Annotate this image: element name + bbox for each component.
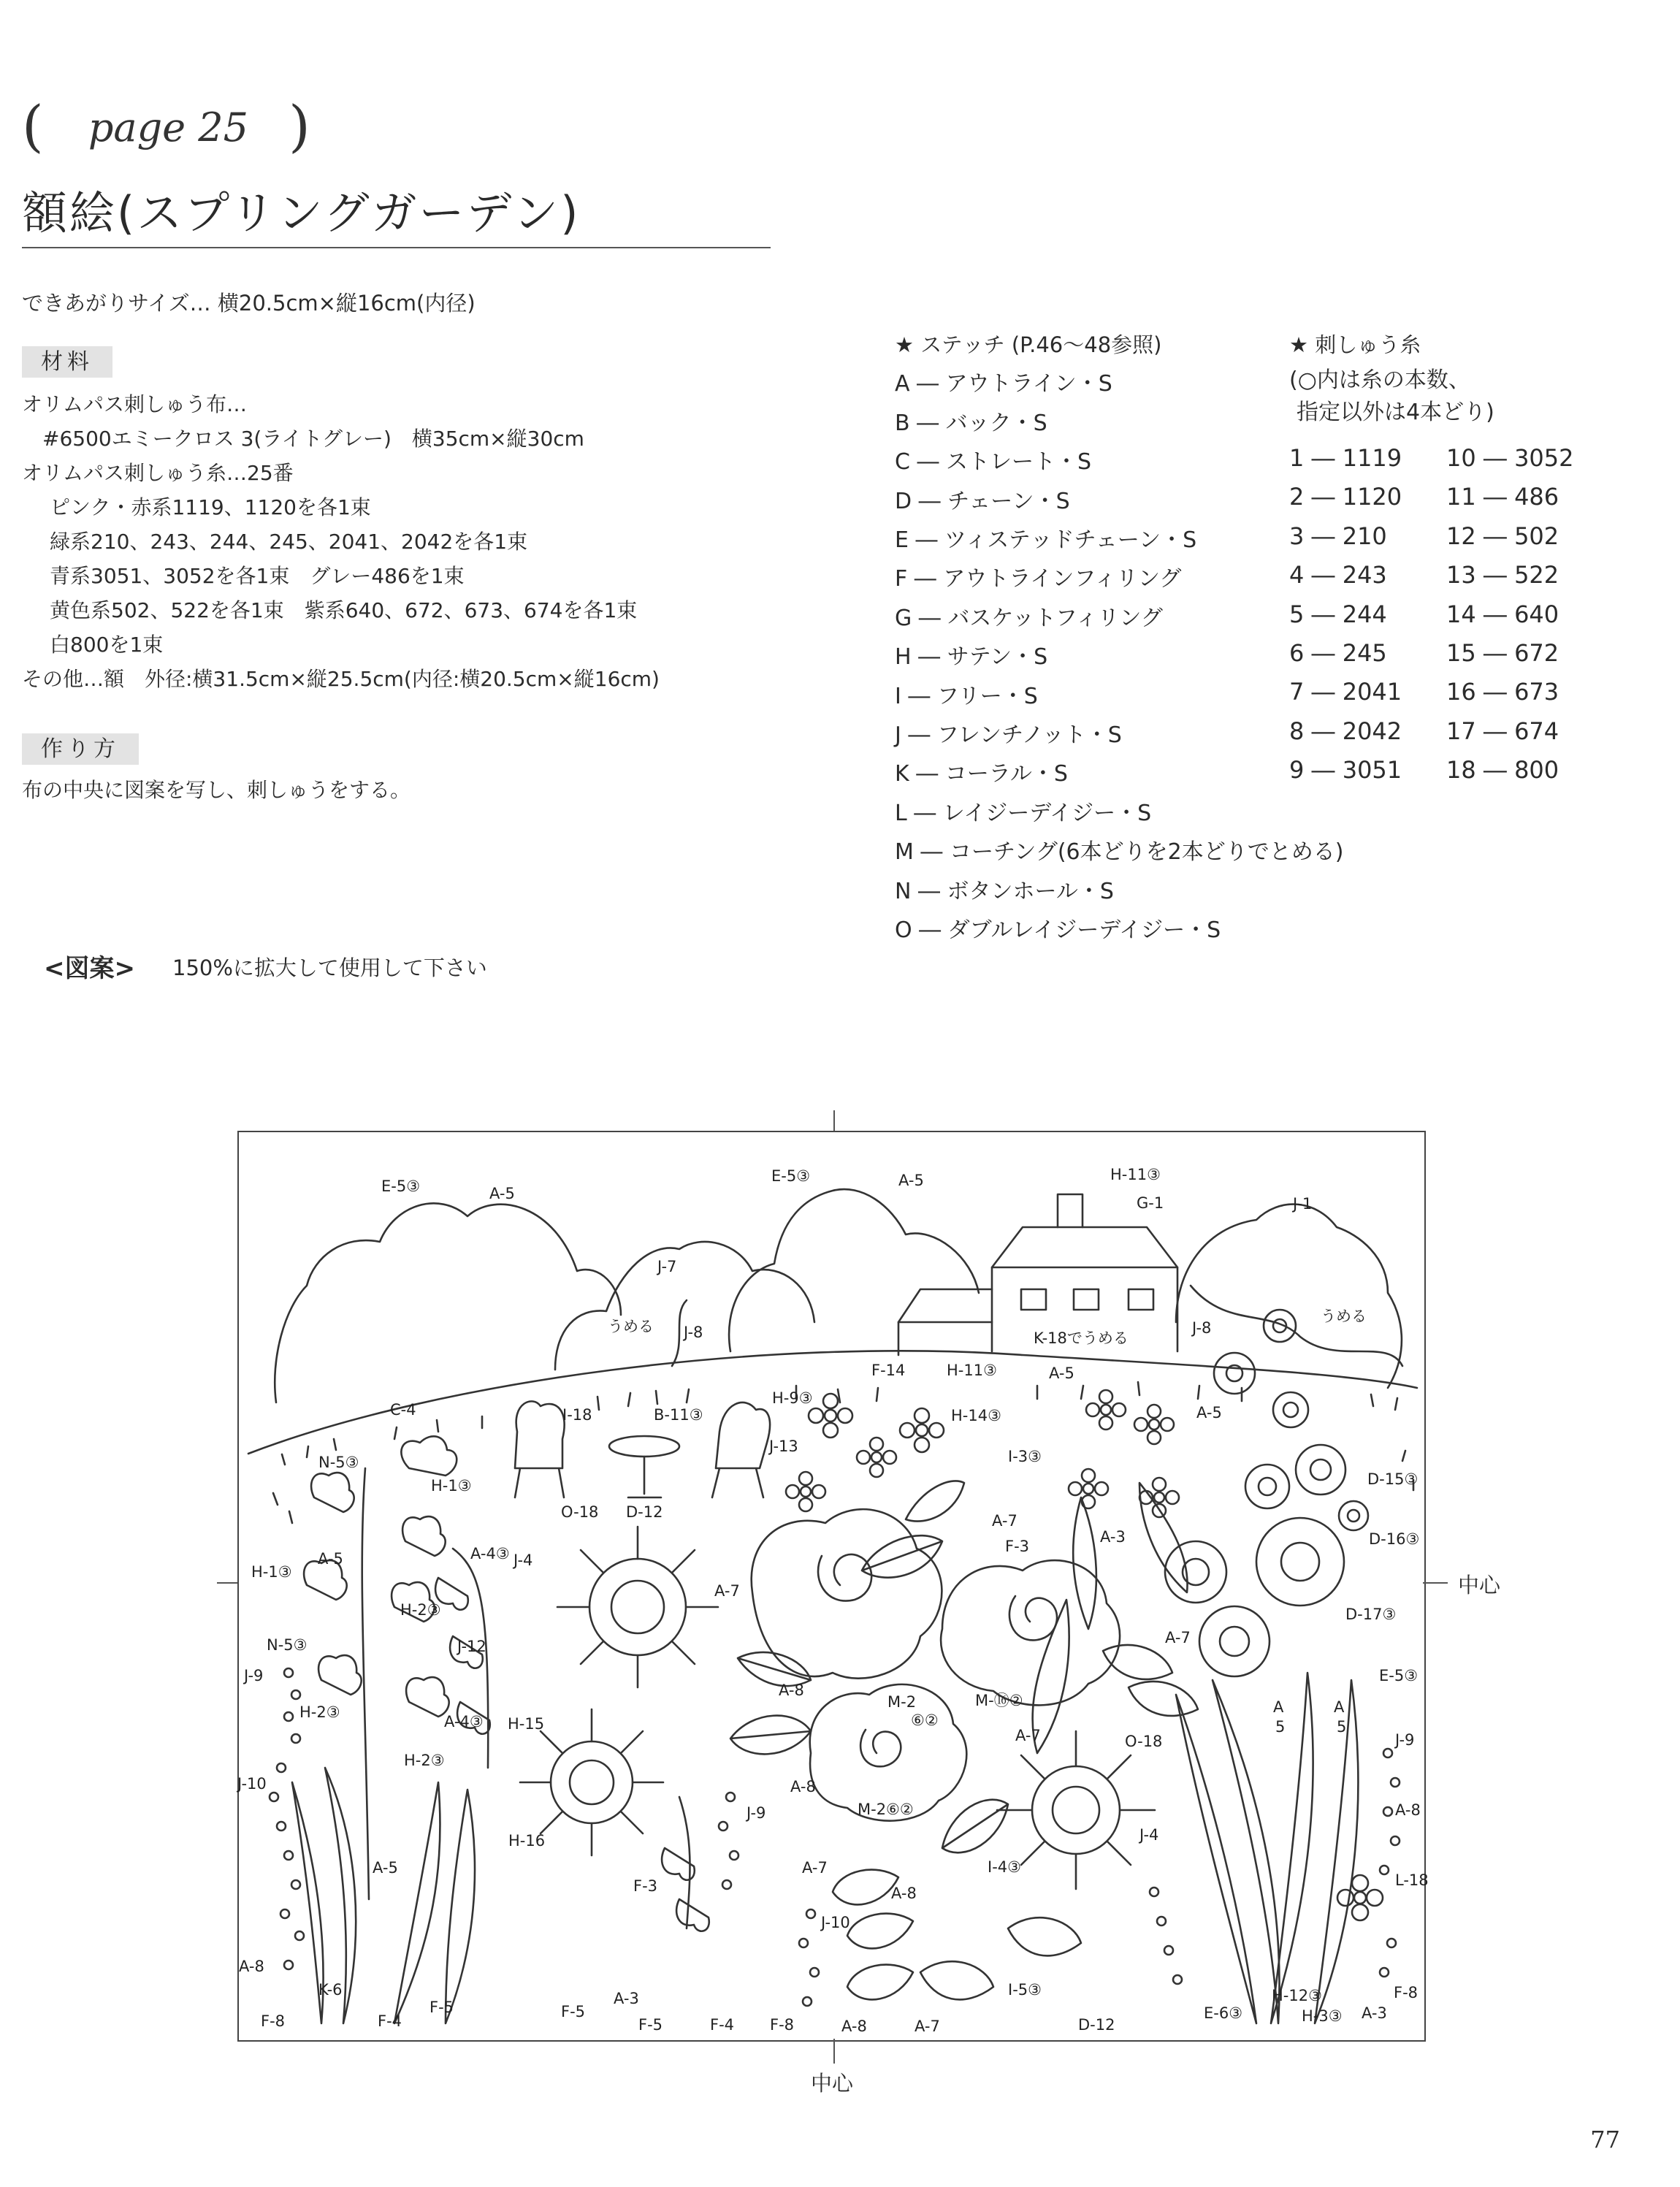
pattern-label: A-5 [1049, 1365, 1074, 1382]
materials-line: 青系3051、3052を各1束 グレー486を1束 [50, 564, 465, 588]
thread-item: 9 ― 3051 [1289, 756, 1402, 785]
center-label-right: 中心 [1458, 1573, 1501, 1598]
pattern-label: A-5 [898, 1172, 924, 1189]
pattern-label: F-8 [1394, 1984, 1419, 2001]
garden-table-leg [628, 1457, 661, 1497]
pattern-label: L-18 [1395, 1871, 1429, 1889]
pattern-label: J-9 [1395, 1731, 1415, 1749]
grass-blades [292, 1483, 1358, 2023]
pattern-label: A-5 [489, 1185, 515, 1202]
pattern-label: J-13 [769, 1438, 798, 1455]
pattern-label: A-3 [614, 1990, 639, 2007]
pattern-label: うめる [1321, 1308, 1367, 1325]
stitch-item: K ― コーラル・S [895, 761, 1068, 787]
sunflower-top [557, 1527, 718, 1687]
chair-left [515, 1401, 565, 1497]
pattern-label: F-8 [261, 2012, 286, 2030]
house-window [1129, 1289, 1153, 1310]
pattern-label: A-5 [318, 1550, 343, 1568]
house-window [1021, 1289, 1046, 1310]
pattern-label: I-5③ [1008, 1981, 1042, 1999]
pattern-label: H-14③ [951, 1407, 1001, 1424]
bush-left [275, 1203, 621, 1402]
stitch-item: B ― バック・S [895, 410, 1047, 436]
pattern-label: F-5 [638, 2016, 663, 2034]
pattern-label: D-12 [1078, 2016, 1115, 2034]
thread-heading: ★ 刺しゅう糸 [1289, 332, 1421, 357]
pattern-label: I-3③ [1008, 1448, 1042, 1465]
thread-item: 7 ― 2041 [1289, 678, 1402, 706]
pattern-label: A-7 [714, 1582, 740, 1600]
pattern-label: 5 [1275, 1718, 1286, 1736]
pattern-label: A-8 [841, 2018, 867, 2035]
pattern-label: J-10 [237, 1775, 267, 1793]
chair-right [712, 1402, 770, 1497]
thread-item: 6 ― 245 [1289, 639, 1387, 668]
stitch-item: A ― アウトライン・S [895, 371, 1112, 397]
pattern-label: J-4 [1139, 1826, 1159, 1844]
pattern-label: J-8 [684, 1324, 703, 1341]
pattern-label: A-3 [1362, 2004, 1387, 2022]
pattern-label: うめる [608, 1318, 654, 1335]
pattern-label: F-5 [561, 2003, 586, 2020]
pattern-scale-note: 150%に拡大して使用して下さい [172, 955, 487, 980]
pattern-label: J-10 [821, 1914, 850, 1931]
pattern-label: F-4 [378, 2012, 402, 2030]
materials-line: オリムパス刺しゅう糸…25番 [22, 461, 294, 485]
pattern-label: H-15 [508, 1715, 545, 1733]
pattern-label: J-8 [1192, 1319, 1212, 1337]
grass-ticks [273, 1382, 1413, 1523]
pattern-label: A [1334, 1698, 1345, 1716]
pattern-label: A-7 [802, 1859, 828, 1877]
pattern-label: I-4③ [988, 1858, 1021, 1876]
pattern-label: F-14 [871, 1362, 906, 1379]
pattern-label: E-5③ [1379, 1667, 1419, 1684]
thread-note: (○内は糸の本数、 [1289, 367, 1470, 393]
stitch-item: G ― バスケットフィリング [895, 605, 1163, 631]
bush-right [1176, 1205, 1402, 1388]
bell-flowers-left [304, 1436, 457, 1899]
stitch-item: I ― フリー・S [895, 683, 1038, 709]
pattern-label: H-1③ [251, 1563, 292, 1581]
page-number: 77 [1590, 2126, 1620, 2153]
stitch-item: N ― ボタンホール・S [895, 878, 1114, 904]
thread-item: 14 ― 640 [1446, 600, 1559, 628]
pattern-label: A-8 [779, 1682, 804, 1699]
thread-item: 1 ― 1119 [1289, 444, 1402, 472]
thread-item: 5 ― 244 [1289, 600, 1387, 628]
stitch-item: D ― チェーン・S [895, 488, 1070, 514]
rose-large-top [752, 1509, 942, 1678]
pattern-label: A-7 [1015, 1727, 1041, 1744]
thread-item: 2 ― 1120 [1289, 483, 1402, 511]
pattern-label: N-5③ [318, 1454, 359, 1471]
pattern-label: A-7 [915, 2018, 940, 2035]
pattern-label: D-12 [626, 1503, 663, 1521]
pattern-label: K-18でうめる [1034, 1329, 1129, 1347]
pattern-label: M-⑯② [975, 1692, 1023, 1709]
pattern-label: A-5 [373, 1859, 398, 1877]
garden-table [609, 1436, 679, 1457]
pattern-label: 5 [1337, 1718, 1347, 1736]
pattern-label: G-1 [1137, 1194, 1164, 1212]
thread-item: 16 ― 673 [1446, 678, 1559, 706]
pattern-label: A [1273, 1698, 1284, 1716]
pattern-label: O-18 [561, 1503, 599, 1521]
pattern-label: E-6③ [1204, 2004, 1243, 2022]
stitch-item: J ― フレンチノット・S [895, 722, 1122, 749]
pattern-label: A-4③ [444, 1713, 484, 1730]
pattern-label: A-5 [1196, 1404, 1222, 1421]
lily-of-the-valley [435, 1549, 709, 1931]
pattern-label: E-5③ [381, 1178, 421, 1195]
thread-item: 17 ― 674 [1446, 717, 1559, 745]
page-ref-open-paren: ( [22, 93, 44, 159]
rose-large-right [941, 1560, 1120, 1705]
thread-item: 18 ― 800 [1446, 756, 1559, 785]
stitch-item: C ― ストレート・S [895, 449, 1092, 476]
pattern-label: H-11③ [947, 1362, 997, 1379]
thread-item: 10 ― 3052 [1446, 444, 1574, 472]
pattern-label: ⑥② [911, 1711, 939, 1729]
pattern-label: A-8 [790, 1778, 816, 1795]
pattern-label: J-4 [513, 1551, 533, 1569]
materials-line: 黄色系502、522を各1束 紫系640、672、673、674を各1束 [50, 598, 638, 622]
stitch-item: H ― サテン・S [895, 644, 1048, 671]
page-ref-text: page 25 [88, 104, 248, 150]
stitch-item: M ― コーチング(6本どりを2本どりでとめる) [895, 839, 1344, 866]
pattern-label: J-12 [457, 1638, 486, 1655]
thread-item: 8 ― 2042 [1289, 717, 1402, 745]
center-label-bottom: 中心 [811, 2071, 854, 2096]
pattern-label: O-18 [1125, 1733, 1163, 1750]
pattern-label: N-5③ [267, 1636, 308, 1654]
pattern-label: A-8 [1395, 1801, 1421, 1819]
thread-item: 13 ― 522 [1446, 561, 1559, 589]
pattern-label: A-8 [239, 1958, 264, 1975]
pattern-label: F-8 [770, 2016, 795, 2034]
pattern-label: F-5 [429, 1999, 454, 2016]
pattern-label: H-2③ [404, 1752, 445, 1769]
pattern-label: J-9 [747, 1804, 766, 1822]
house-chimney [1058, 1194, 1083, 1227]
pattern-label: D-16③ [1369, 1530, 1420, 1548]
pattern-label: H-12③ [1272, 1987, 1322, 2004]
thread-item: 11 ― 486 [1446, 483, 1559, 511]
stitch-item: L ― レイジーデイジー・S [895, 800, 1152, 826]
thread-item: 12 ― 502 [1446, 522, 1559, 550]
pattern-label: A-7 [992, 1512, 1017, 1530]
house-window [1074, 1289, 1099, 1310]
pattern-label: H-9③ [772, 1389, 813, 1407]
pattern-label: H-2③ [400, 1601, 441, 1619]
pattern-label: H-11③ [1110, 1166, 1161, 1183]
pattern-label: C-4 [390, 1401, 416, 1419]
pattern-label: A-8 [891, 1885, 917, 1902]
pattern-label: H-1③ [431, 1477, 472, 1495]
pattern-label: K-6 [318, 1981, 343, 1999]
pattern-label: D-17③ [1345, 1606, 1397, 1623]
thread-note: 指定以外は4本どり) [1297, 400, 1494, 425]
hill [248, 1351, 1417, 1454]
materials-line: 白800を1束 [50, 633, 164, 657]
materials-line: #6500エミークロス 3(ライトグレー) 横35cm×縦30cm [42, 427, 584, 451]
method-heading: 作り方 [22, 733, 139, 765]
materials-heading: 材料 [22, 346, 112, 378]
pattern-label: A-4③ [470, 1545, 510, 1562]
thread-item: 4 ― 243 [1289, 561, 1387, 589]
pattern-label: F-4 [710, 2016, 735, 2034]
pattern-label: D-15③ [1367, 1470, 1419, 1488]
stitch-heading: ★ ステッチ (P.46〜48参照) [895, 332, 1162, 357]
thread-item: 3 ― 210 [1289, 522, 1387, 550]
pattern-heading: <図案> [44, 954, 135, 983]
pattern-label: J-7 [657, 1258, 677, 1275]
thread-item: 15 ― 672 [1446, 639, 1559, 668]
pattern-label: F-3 [1005, 1538, 1030, 1555]
stitch-item: O ― ダブルレイジーデイジー・S [895, 917, 1221, 944]
pattern-label: H-16 [508, 1832, 546, 1850]
finished-size: できあがりサイズ… 横20.5cm×縦16cm(内径) [22, 291, 476, 316]
materials-line: その他…額 外径:横31.5cm×縦25.5cm(内径:横20.5cm×縦16cm) [22, 667, 660, 691]
pattern-label: H-2③ [299, 1703, 340, 1721]
materials-line: ピンク・赤系1119、1120を各1束 [50, 495, 371, 519]
materials-line: 緑系210、243、244、245、2041、2042を各1束 [50, 530, 528, 554]
pattern-label: F-3 [633, 1877, 658, 1895]
pattern-label: E-5③ [771, 1167, 811, 1185]
page-ref-close-paren: ) [289, 93, 310, 159]
pattern-label: J-1 [1293, 1195, 1313, 1213]
stitch-item: E ― ツィステッドチェーン・S [895, 527, 1197, 554]
pattern-label: J-9 [244, 1667, 264, 1684]
pattern-label: M-2⑥② [858, 1801, 914, 1818]
method-text: 布の中央に図案を写し、刺しゅうをする。 [22, 778, 411, 802]
pattern-label: M-2 [887, 1693, 917, 1711]
pattern-label: I-18 [562, 1406, 592, 1424]
pattern-label: A-3 [1100, 1528, 1126, 1546]
materials-line: オリムパス刺しゅう布… [22, 392, 248, 416]
pattern-label: A-7 [1165, 1629, 1191, 1646]
pattern-label: B-11③ [654, 1406, 703, 1424]
stitch-item: F ― アウトラインフィリング [895, 566, 1182, 592]
page-title: 額絵(スプリングガーデン) [22, 186, 581, 240]
pattern-label: H-3③ [1302, 2007, 1343, 2025]
